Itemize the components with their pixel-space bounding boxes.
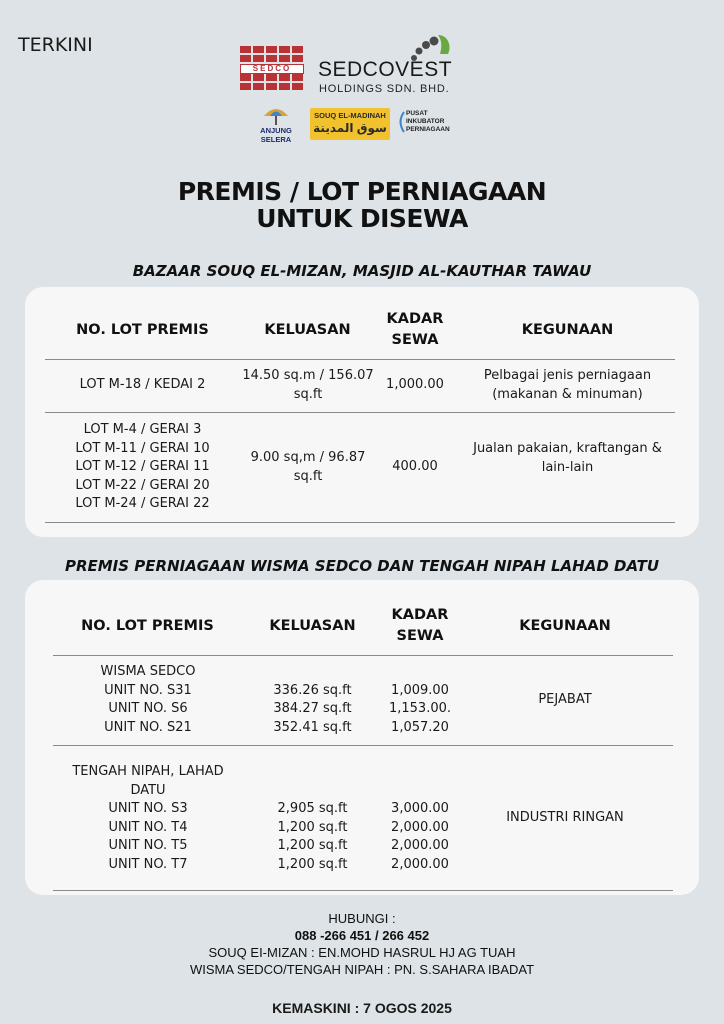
table-row-area-1: 14.50 sq.m / 156.07 <box>242 368 374 383</box>
divider <box>53 655 673 656</box>
section1-heading: BAZAAR SOUQ EL-MIZAN, MASJID AL-KAUTHAR TAWAU <box>132 262 592 280</box>
place-name: DATU <box>130 782 166 798</box>
pusat-line3: PERNIAGAAN <box>406 126 450 133</box>
table-row-rate: 1,057.20 <box>391 719 449 735</box>
header-use: KEGUNAAN <box>521 322 614 338</box>
table-row-unit: UNIT NO. T5 <box>108 838 188 853</box>
section1-table-card <box>25 287 699 537</box>
table-row-area: 352.41 sq.ft <box>273 719 352 735</box>
header-lot: NO. LOT PREMIS <box>76 322 209 338</box>
table-row-area: 384.27 sq.ft <box>273 701 352 716</box>
table-row-area: 2,905 sq.ft <box>277 801 348 816</box>
sedco-block-text: SEDCO <box>240 64 304 74</box>
table-row-unit: UNIT NO. S21 <box>104 719 192 735</box>
anjung-selera-logo <box>246 104 306 144</box>
pusat-inkubator-logo <box>396 110 466 138</box>
souq-arabic: سوق المدينة <box>313 121 387 135</box>
souq-latin: SOUQ EL-MADINAH <box>314 111 386 120</box>
header-area: KELUASAN <box>269 618 356 634</box>
divider <box>45 522 675 523</box>
souq-madinah-logo <box>310 108 390 140</box>
title-line2: UNTUK DISEWA <box>256 204 468 233</box>
header-use: KEGUNAAN <box>519 618 611 634</box>
brand-name: SEDCOVEST <box>318 58 453 81</box>
table-row-rate: 3,000.00 <box>391 801 449 816</box>
contact-line2: WISMA SEDCO/TENGAH NIPAH : PN. S.SAHARA IBADAT <box>189 962 535 977</box>
table-row-unit: UNIT NO. S31 <box>104 682 192 698</box>
pusat-line1: PUSAT <box>406 110 428 117</box>
table-row-rate: 1,009.00 <box>391 682 449 698</box>
contact-label: HUBUNGI : <box>328 911 396 926</box>
table-row-area-2: sq.ft <box>293 469 323 484</box>
contact-block <box>0 910 724 978</box>
table-row-use-1: Pelbagai jenis perniagaan <box>483 368 652 383</box>
table-row-lot: LOT M-18 / KEDAI 2 <box>79 377 206 392</box>
divider <box>53 745 673 746</box>
table-row-unit: UNIT NO. T7 <box>108 856 188 872</box>
section2-table-card <box>25 580 699 895</box>
anjung-text: ANJUNG SELERA <box>260 126 292 144</box>
table-row-rate: 2,000.00 <box>391 856 449 872</box>
title-line1: PREMIS / LOT PERNIAGAAN <box>177 177 547 206</box>
header-rate-2: SEWA <box>391 332 439 348</box>
pusat-line2: INKUBATOR <box>406 118 445 125</box>
header-area: KELUASAN <box>264 322 351 338</box>
table-row-lot: LOT M-24 / GERAI 22 <box>75 496 210 511</box>
sedcovest-logo <box>240 36 470 102</box>
divider <box>45 359 675 360</box>
table-row-area-2: sq.ft <box>293 387 323 402</box>
table-row-unit: UNIT NO. S3 <box>108 801 188 816</box>
table-row-area: 1,200 sq.ft <box>277 856 348 872</box>
partner-logos <box>246 104 466 144</box>
place-name: WISMA SEDCO <box>100 664 196 679</box>
brand-subtitle: HOLDINGS SDN. BHD. <box>319 83 450 95</box>
contact-phone: 088 -266 451 / 266 452 <box>294 928 430 943</box>
table-row-unit: UNIT NO. S6 <box>108 701 188 716</box>
contact-line1: SOUQ EI-MIZAN : EN.MOHD HASRUL HJ AG TUAH <box>208 945 516 960</box>
header-rate-1: KADAR <box>386 311 444 327</box>
header-rate-1: KADAR <box>391 607 449 623</box>
table-row-area: 1,200 sq.ft <box>277 838 348 853</box>
sedco-brick-icon <box>240 46 304 94</box>
table-row-area: 1,200 sq.ft <box>277 819 348 835</box>
terkini-label: TERKINI <box>18 34 93 56</box>
table-row-use-2: lain-lain <box>541 460 594 475</box>
table-row-rate: 400.00 <box>392 459 438 474</box>
place-name: TENGAH NIPAH, LAHAD <box>72 764 224 779</box>
section2-heading: PREMIS PERNIAGAAN WISMA SEDCO DAN TENGAH NIPAH LAHAD DATU <box>64 557 660 575</box>
table-row-area: 336.26 sq.ft <box>273 682 352 698</box>
pusat-mark-icon <box>396 110 406 134</box>
table-row-area-1: 9.00 sq,m / 96.87 <box>250 450 366 465</box>
table-row-lot: LOT M-12 / GERAI 11 <box>75 459 210 474</box>
last-updated: KEMASKINI : 7 OGOS 2025 <box>272 1000 452 1016</box>
table-row-rate: 1,153.00. <box>388 701 452 716</box>
table-row-rate: 1,000.00 <box>386 377 444 392</box>
table-row-use: PEJABAT <box>538 692 592 707</box>
table-row-unit: UNIT NO. T4 <box>108 819 188 835</box>
table-row-lot: LOT M-22 / GERAI 20 <box>75 477 210 493</box>
table-row-lot: LOT M-4 / GERAI 3 <box>83 422 202 437</box>
table-row-use: INDUSTRI RINGAN <box>506 810 624 825</box>
table-row-use-1: Jualan pakaian, kraftangan & <box>473 441 662 456</box>
divider <box>53 890 673 891</box>
header-lot: NO. LOT PREMIS <box>81 618 214 634</box>
table-row-use-2: (makanan & minuman) <box>492 387 643 402</box>
table-row-rate: 2,000.00 <box>391 838 449 853</box>
table-row-rate: 2,000.00 <box>391 819 449 835</box>
umbrella-icon <box>261 104 291 126</box>
table-row-lot: LOT M-11 / GERAI 10 <box>75 440 210 456</box>
divider <box>45 412 675 413</box>
header-rate-2: SEWA <box>396 628 444 644</box>
